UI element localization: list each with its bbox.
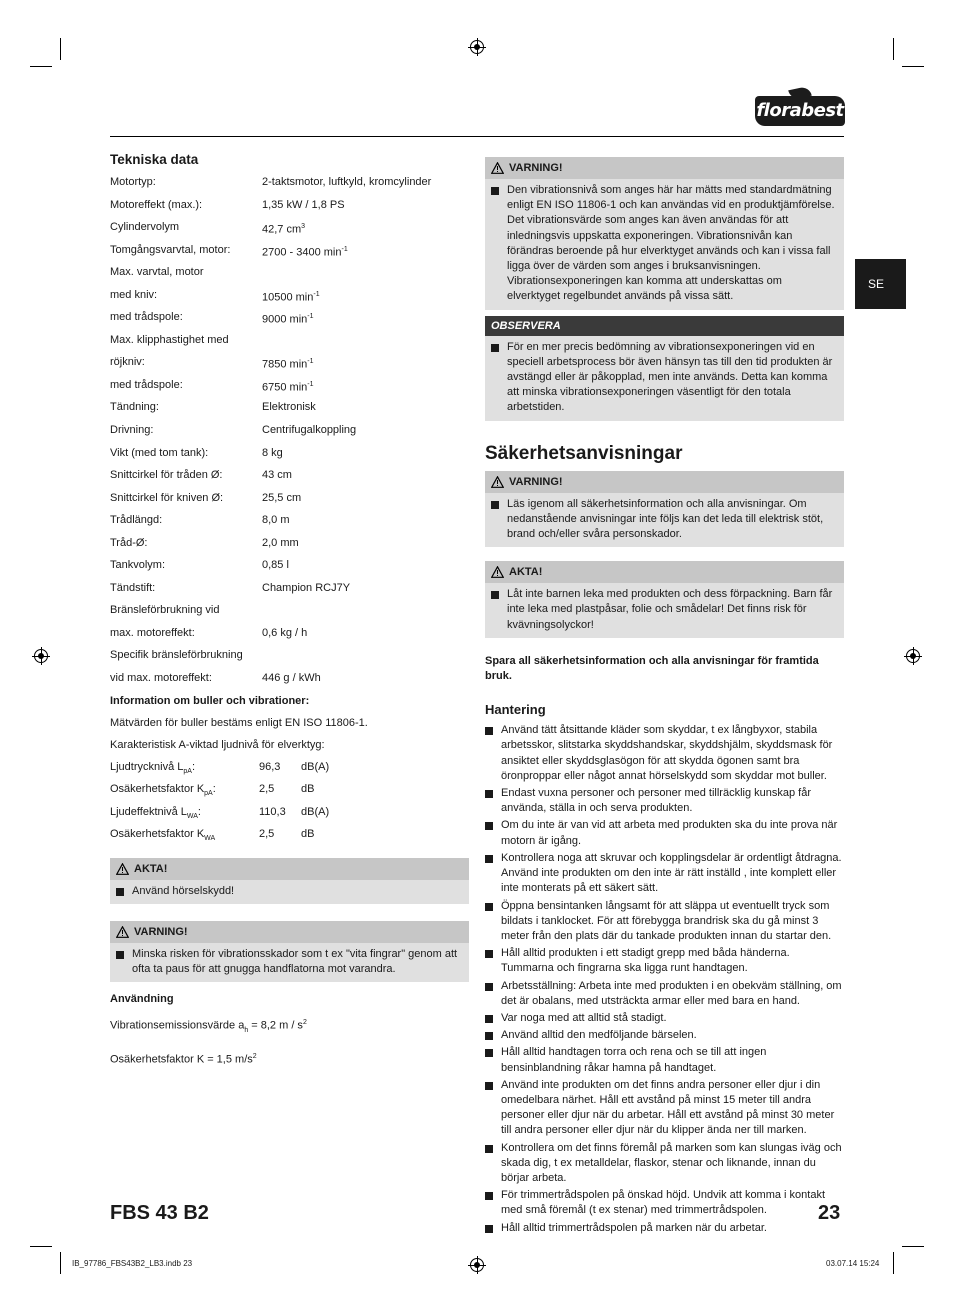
spec-label: Vikt (med tom tank): <box>110 446 209 459</box>
list-item: Arbetsställning: Arbeta inte med produkten i en obekväm ställning, om det är obalans, med utsträckta armar eller med bara en hand. <box>485 979 844 1009</box>
registration-mark-icon <box>34 649 48 663</box>
spec-value: Champion RCJ7Y <box>262 581 351 594</box>
akta-box <box>485 561 844 638</box>
list-item: Använd inte produkten om det finns andra personer eller djur i din omedelbara närhet. Håll ett avstånd på minst 15 meter till andra personer eller djur när du arbetar. Håll ett avstånd på minst 30 meter till andra personer eller djur när du klipper ända ner till marken. <box>485 1078 844 1139</box>
spec-row <box>110 644 469 667</box>
spec-row <box>110 171 469 194</box>
spec-label: Motortyp: <box>110 176 156 188</box>
spec-row <box>110 239 469 262</box>
crop-mark <box>60 1252 61 1274</box>
spec-label: med trådspole: <box>110 311 183 324</box>
spec-table <box>110 171 469 690</box>
spec-row <box>110 442 469 465</box>
spec-row <box>110 667 469 690</box>
spec-value: 8,0 m <box>262 514 290 527</box>
left-column <box>110 152 469 1073</box>
warning-triangle-icon <box>116 863 129 875</box>
spec-label: Specifik bränsleförbrukning <box>110 649 243 662</box>
noise-unit: dB <box>301 783 315 796</box>
spec-row <box>110 599 469 622</box>
noise-line: Karakteristisk A-viktad ljudnivå för elverktyg: <box>110 738 325 751</box>
noise-value: 2,5 <box>259 828 275 841</box>
spec-label: Snittcirkel för tråden Ø: <box>110 469 223 482</box>
spec-value: 25,5 cm <box>262 491 302 504</box>
spec-row <box>110 306 469 329</box>
spec-label: Cylindervolym <box>110 221 180 234</box>
list-item: Håll alltid handtagen torra och rena och se till att ingen bensinblandning råkar hamna på handtaget. <box>485 1045 844 1075</box>
noise-row <box>110 823 469 846</box>
spec-row <box>110 396 469 419</box>
noise-title: Information om buller och vibrationer: <box>110 694 310 707</box>
handling-list <box>485 723 844 1236</box>
spec-row <box>110 374 469 397</box>
spec-label: med trådspole: <box>110 378 183 391</box>
spec-value: Centrifugalkoppling <box>262 424 357 437</box>
spec-label: Snittcirkel för kniven Ø: <box>110 491 224 504</box>
spec-value: Elektronisk <box>262 401 316 414</box>
list-item: Kontrollera om det finns föremål på marken som kan slungas iväg och skada dig, t ex metalldelar, flaskor, stenar och liknande, innan du börjar arbeta. <box>485 1141 844 1187</box>
spec-value: 6750 $\min^{-1}$ <box>262 380 314 394</box>
spec-label: Tankvolym: <box>110 559 166 572</box>
spec-row <box>110 509 469 532</box>
spec-label: Max. varvtal, motor <box>110 266 204 279</box>
spec-value: 43 cm <box>262 469 292 482</box>
header-rule <box>110 136 844 137</box>
spec-row <box>110 351 469 374</box>
list-item: Använd tätt åtsittande kläder som skyddar, t ex långbyxor, stabila arbetsskor, slitstarka skyddshandskar, skyddshjälm, skyddsmask för ansiktet eller skyddsglasögon för att skydda ögonen samt bra öronproppar eller något annat hörselskydd som skyddar mot buller. <box>485 723 844 784</box>
warning-triangle-icon <box>116 926 129 938</box>
noise-value: 96,3 <box>259 760 281 773</box>
observera-box <box>485 316 844 421</box>
crop-mark <box>60 38 61 60</box>
registration-mark-icon <box>906 649 920 663</box>
spec-row <box>110 216 469 239</box>
list-item: Var noga med att alltid stå stadigt. <box>485 1011 844 1026</box>
list-item: Endast vuxna personer och personer med tillräcklig kunskap får använda, ställa in och serva produkten. <box>485 786 844 816</box>
spec-value: 10500 $\min^{-1}$ <box>262 290 320 304</box>
box-header <box>485 471 844 493</box>
list-item: Kontrollera noga att skruvar och kopplingsdelar är ordentligt åtdragna. Använd inte produkten om den inte är rätt inställd , inte komplett eller inte monterats på ett säkert sätt. <box>485 851 844 897</box>
box-header-label: VARNING! <box>509 162 563 174</box>
list-item: Använd alltid den medföljande bärselen. <box>485 1028 844 1043</box>
noise-row <box>110 756 469 779</box>
crop-mark <box>902 66 924 67</box>
spec-label: Tändning: <box>110 401 159 414</box>
spec-value: 8 kg <box>262 446 283 459</box>
spec-row <box>110 194 469 217</box>
spec-label: Trådlängd: <box>110 514 163 527</box>
noise-row <box>110 778 469 801</box>
spec-row <box>110 554 469 577</box>
keep-instructions-text: Spara all säkerhetsinformation och alla anvisningar för framtida bruk. <box>485 654 819 683</box>
warning-triangle-icon <box>491 476 504 488</box>
list-item: För trimmertrådspolen på önskad höjd. Undvik att komma i kontakt med små föremål (t ex stenar) med trimmertrådspolen. <box>485 1188 844 1218</box>
warning-triangle-icon <box>491 566 504 578</box>
spec-label: Max. klipphastighet med <box>110 333 229 346</box>
box-text: Läs igenom all säkerhetsinformation och alla anvisningar. Om nedanstående anvisningar inte följs kan det leda till elektrisk stöt, brand och/eller svåra personskador. <box>491 497 838 543</box>
language-tab: SE <box>855 259 906 309</box>
print-date: 03.07.14 15:24 <box>826 1259 880 1268</box>
box-header-label: VARNING! <box>509 475 563 488</box>
box-header-label: VARNING! <box>134 925 188 938</box>
varning-box <box>485 471 844 548</box>
list-item: Håll alltid trimmertrådspolen på marken när du arbetar. <box>485 1221 844 1236</box>
spec-row <box>110 261 469 284</box>
spec-row <box>110 464 469 487</box>
varning-box <box>485 157 844 310</box>
spec-row <box>110 577 469 600</box>
box-header <box>110 921 469 943</box>
noise-label: Ljudeffektnivå $L_{WA}$: <box>110 805 201 820</box>
noise-label: Osäkerhetsfaktor $K_{pA}$: <box>110 783 216 798</box>
crop-mark <box>30 1246 52 1247</box>
spec-value: 9000 $\min^{-1}$ <box>262 313 314 326</box>
registration-mark-icon <box>470 40 484 54</box>
noise-row <box>110 801 469 824</box>
noise-value: 2,5 <box>259 783 275 796</box>
noise-unit: dB <box>301 828 315 841</box>
crop-mark <box>30 66 52 67</box>
spec-value: 2700 - 3400 $\min^{-1}$ <box>262 245 348 259</box>
box-header-label: AKTA! <box>509 566 543 579</box>
noise-unit: dB(A) <box>301 760 330 773</box>
spec-label: max. motoreffekt: <box>110 626 195 639</box>
box-header <box>110 858 469 880</box>
spec-value: 2-taktsmotor, luftkyld, kromcylinder <box>262 176 432 188</box>
spec-label: röjkniv: <box>110 356 145 369</box>
spec-label: Bränsleförbrukning vid <box>110 604 220 617</box>
warning-triangle-icon <box>491 162 504 174</box>
spec-label: Drivning: <box>110 424 154 437</box>
noise-table <box>110 756 469 846</box>
vibration-value: Vibrationsemissionsvärde $a_h = 8,2$ m / $s^2$ <box>110 1019 307 1035</box>
file-info: IB_97786_FBS43B2_LB3.indb 23 <box>72 1259 193 1268</box>
box-header-label: AKTA! <box>134 862 168 875</box>
spec-value: 0,6 kg / h <box>262 626 308 639</box>
spec-row <box>110 532 469 555</box>
box-header <box>485 157 844 179</box>
spec-label: Tråd-Ø: <box>110 536 148 549</box>
spec-label: vid max. motoreffekt: <box>110 672 212 685</box>
list-item: Håll alltid produkten i ett stadigt grepp med båda händerna. Tummarna och fingrarna ska ligga runt handtagen. <box>485 946 844 976</box>
model-name: FBS 43 B2 <box>110 1202 209 1224</box>
uncertainty-value: Osäkerhetsfaktor K = 1,5 $m/s^2$ <box>110 1053 257 1066</box>
spec-value: 0,85 l <box>262 559 289 572</box>
spec-row <box>110 329 469 352</box>
spec-label: Tomgångsvarvtal, motor: <box>110 243 231 256</box>
spec-value: 446 g / kWh <box>262 672 321 685</box>
box-text: För en mer precis bedömning av vibrationsexponeringen vid en speciell arbetsprocess bör även hänsyn tas till den tid produkten är avstängd eller är påkopplad, men inte används. Detta kan komma att minska vibrationsexponeringen väsentligt för den totala arbetstiden. <box>491 340 838 416</box>
box-text: Minska risken för vibrationsskador som t ex "vita fingrar" genom att ofta ta paus för att gnugga handflatorna mot varandra. <box>116 947 463 977</box>
noise-label: Osäkerhetsfaktor $K_{WA}$ <box>110 828 216 843</box>
section-title: Tekniska data <box>110 152 199 167</box>
box-header-label: OBSERVERA <box>491 319 561 332</box>
spec-value: 1,35 kW / 1,8 PS <box>262 198 345 211</box>
spec-value: 42,7 $cm^3$ <box>262 223 306 236</box>
spec-row <box>110 622 469 645</box>
box-text: Låt inte barnen leka med produkten och dess förpackning. Barn får inte leka med plastpåsar, folie och smådelar! Det finns risk för kvävningsolyckor! <box>491 587 838 633</box>
spec-label: Tändstift: <box>110 581 156 594</box>
safety-title: Säkerhetsanvisningar <box>485 442 683 464</box>
spec-value: 7850 $\min^{-1}$ <box>262 358 314 372</box>
handling-title: Hantering <box>485 702 546 718</box>
crop-mark <box>902 1246 924 1247</box>
noise-label: Ljudtrycknivå $L_{pA}$: <box>110 760 195 775</box>
spec-value: 2,0 mm <box>262 536 299 549</box>
box-text: Använd hörselskydd! <box>116 884 463 899</box>
use-title: Användning <box>110 993 174 1006</box>
spec-row <box>110 419 469 442</box>
brand-logo: florabest <box>755 96 845 126</box>
right-column <box>485 157 844 1238</box>
spec-row <box>110 487 469 510</box>
spec-label: Motoreffekt (max.): <box>110 198 203 211</box>
spec-row <box>110 284 469 307</box>
list-item: Öppna bensintanken långsamt för att släppa ut eventuellt tryck som bildats i tanklocket. För att förebygga brandrisk ska du gå minst 3 meter från den plats där du tankade produkten innan du startar den. <box>485 899 844 945</box>
crop-mark <box>893 38 894 60</box>
noise-value: 110,3 <box>259 805 286 818</box>
spec-label: med kniv: <box>110 288 158 301</box>
akta-box <box>110 858 469 904</box>
noise-unit: dB(A) <box>301 805 330 818</box>
box-header <box>485 316 844 336</box>
box-text: Den vibrationsnivå som anges här har mätts med standardmätning enligt EN ISO 11806-1 och kan användas vid en produktjämförelse. Det vibrationsvärde som anges kan även användas för att inledningsvis uppskatta exponeringen. Vibrationsnivån kan förändras beroende på hur elverktyget används och kan i vissa fall ligga över de värden som anges i bruksanvisningen. Vibrationsexponeringen kan komma att underskattas om elverktyget regelbundet används på vissa sätt. <box>491 183 838 305</box>
list-item: Om du inte är van vid att arbeta med produkten ska du inte prova när motorn är igång. <box>485 818 844 848</box>
registration-mark-icon <box>470 1258 484 1272</box>
noise-line: Mätvärden för buller bestäms enligt EN ISO 11806-1. <box>110 716 368 729</box>
crop-mark <box>893 1252 894 1274</box>
box-header <box>485 561 844 583</box>
varning-box <box>110 921 469 982</box>
page-number: 23 <box>818 1202 841 1224</box>
